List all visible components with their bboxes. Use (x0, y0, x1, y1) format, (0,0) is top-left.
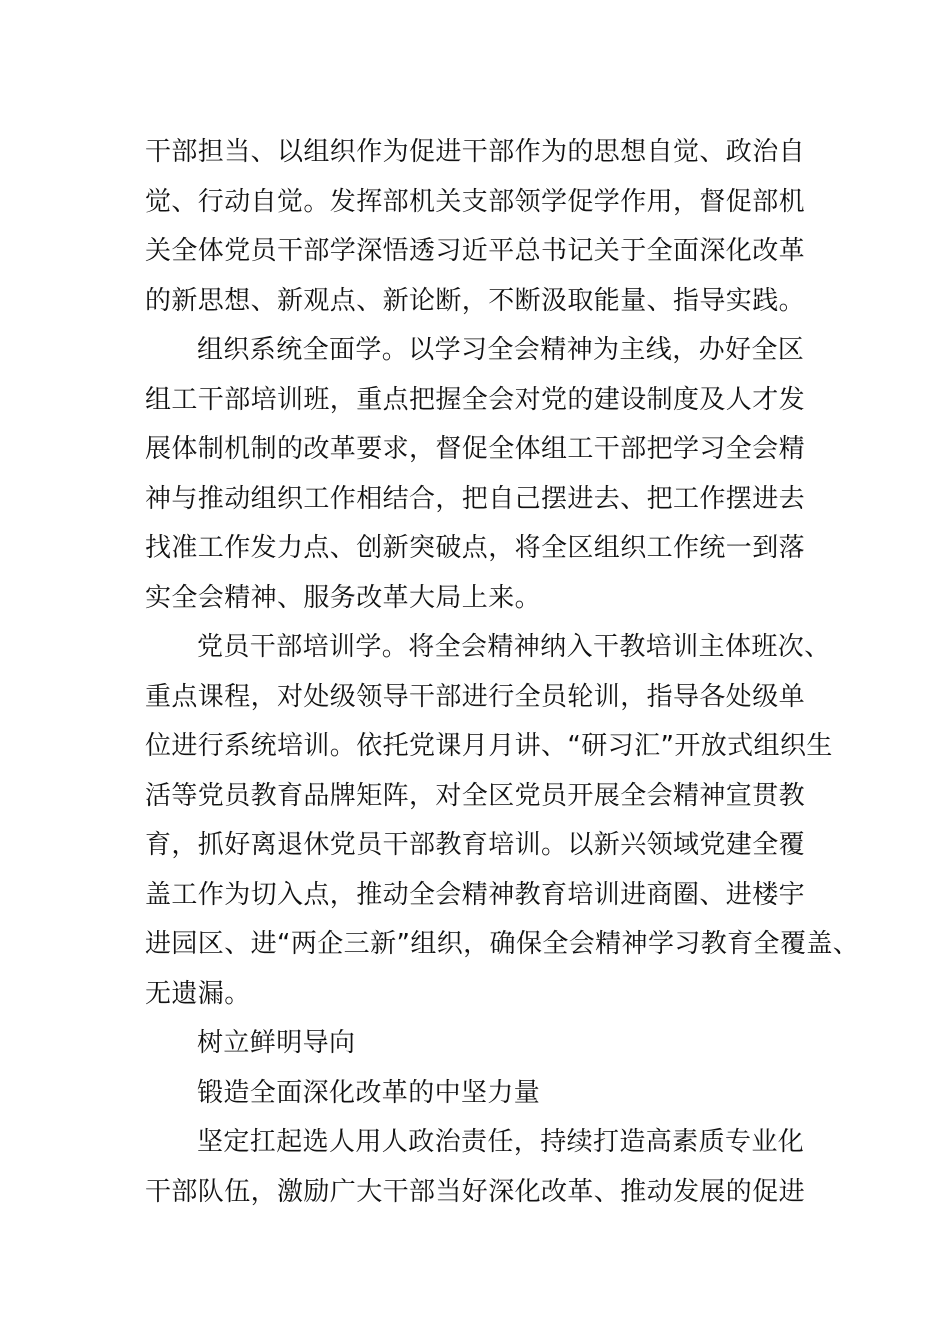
paragraph (145, 1118, 813, 1217)
heading-line: 锻造全面深化改革的中坚力量 (197, 1077, 541, 1108)
text-line: 组工干部培训班，重点把握全会对党的建设制度及人才发 (145, 384, 806, 415)
text-line: 觉、行动自觉。发挥部机关支部领学促学作用，督促部机 (145, 186, 806, 217)
text-line: 展体制机制的改革要求，督促全体组工干部把学习全会精 (145, 434, 806, 464)
text-line: 盖工作为切入点，推动全会精神教育培训进商圈、进楼宇 (145, 879, 806, 910)
text-line: 关全体党员干部学深悟透习近平总书记关于全面深化改革 (145, 236, 806, 266)
text-line: 无遗漏。 (145, 978, 251, 1009)
paragraph (145, 128, 813, 326)
text-line: 组织系统全面学。以学习全会精神为主线，办好全区 (197, 335, 805, 365)
paragraph (145, 326, 813, 623)
paragraph (145, 623, 860, 1019)
section-heading (145, 1019, 813, 1069)
text-line: 重点课程，对处级领导干部进行全员轮训，指导各处级单 (145, 681, 806, 712)
text-line: 党员干部培训学。将全会精神纳入干教培训主体班次、 (197, 632, 831, 662)
text-line: 神与推动组织工作相结合，把自己摆进去、把工作摆进去 (145, 483, 806, 514)
text-line: 育，抓好离退休党员干部教育培训。以新兴领域党建全覆 (145, 830, 806, 860)
text-line: 干部队伍，激励广大干部当好深化改革、推动发展的促进 (145, 1176, 806, 1207)
text-line: 进园区、进“两企三新”组织，确保全会精神学习教育全覆盖、 (145, 929, 860, 959)
section-subheading (145, 1069, 813, 1119)
text-line: 坚定扛起选人用人政治责任，持续打造高素质专业化 (197, 1127, 805, 1157)
document-body (145, 128, 860, 1217)
text-line: 干部担当、以组织作为促进干部作为的思想自觉、政治自 (145, 137, 806, 167)
heading-line: 树立鲜明导向 (197, 1028, 356, 1058)
text-line: 的新思想、新观点、新论断，不断汲取能量、指导实践。 (145, 285, 806, 316)
text-line: 位进行系统培训。依托党课月月讲、“研习汇”开放式组织生 (145, 731, 833, 761)
text-line: 实全会精神、服务改革大局上来。 (145, 582, 542, 613)
text-line: 找准工作发力点、创新突破点，将全区组织工作统一到落 (145, 533, 806, 563)
text-line: 活等党员教育品牌矩阵，对全区党员开展全会精神宣贯教 (145, 780, 806, 811)
